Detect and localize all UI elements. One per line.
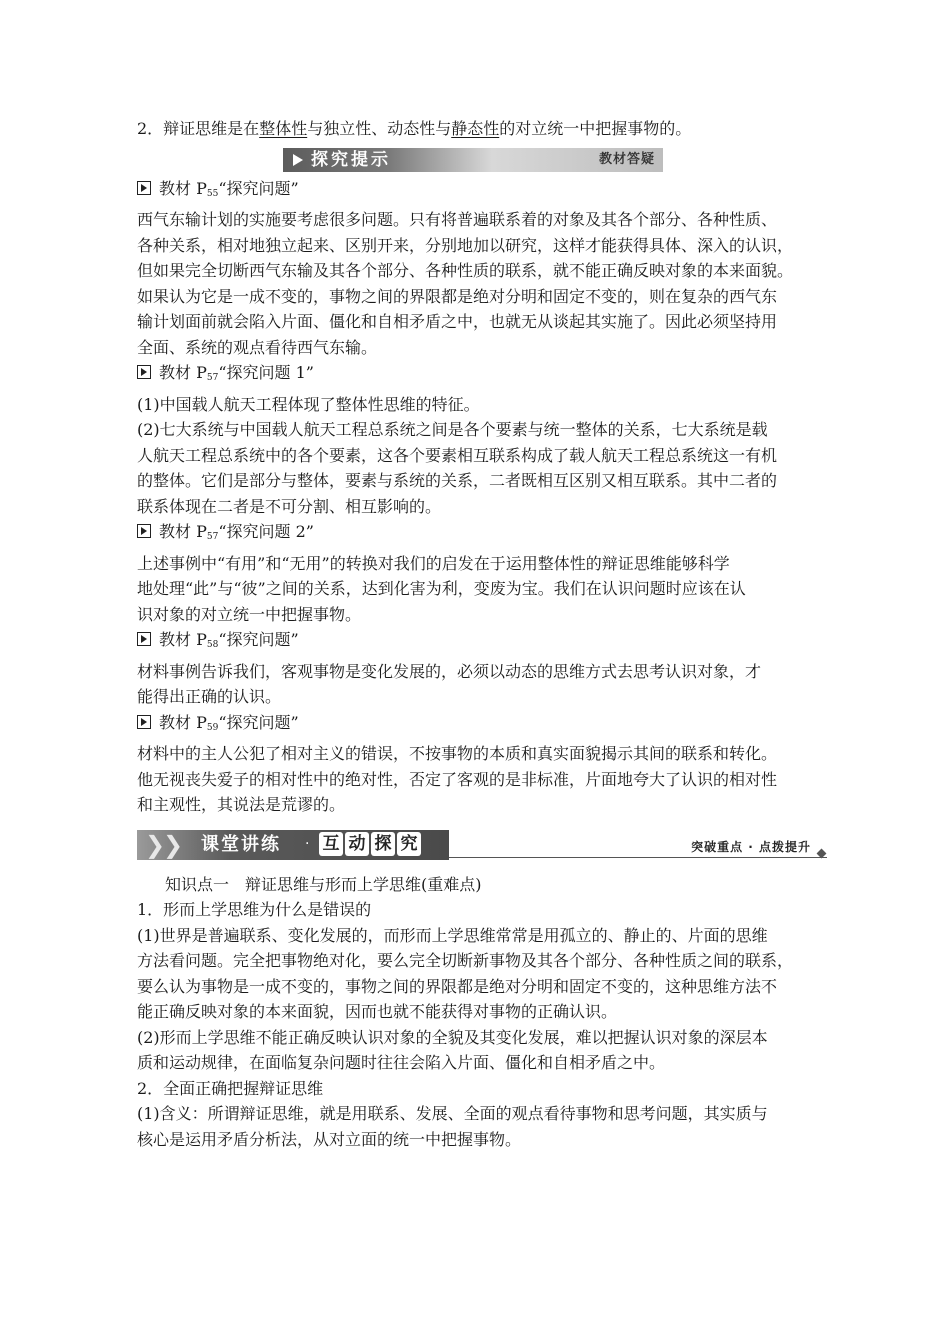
play-arrow-icon	[293, 154, 303, 166]
textbook-block-3	[137, 519, 827, 627]
text-line: 材料中的主人公犯了相对主义的错误，不按事物的本质和真实面貌揭示其间的联系和转化。	[137, 744, 778, 763]
text-line: 人航天工程总系统中的各个要素，这各个要素相互联系构成了载人航天工程总系统这一有机	[137, 445, 778, 465]
banner-title: 探究提示	[311, 149, 391, 170]
text-line: 材料事例告诉我们，客观事物是变化发展的，必须以动态的思维方式去思考认识对象，才	[137, 661, 762, 681]
section-title-boxes	[319, 832, 421, 856]
textbook-source	[137, 519, 827, 551]
section-divider	[449, 857, 827, 858]
textbook-block-1	[137, 176, 827, 361]
item-2-line	[137, 116, 827, 142]
source-question: “探究问题”	[218, 630, 299, 649]
section-title: 课堂讲练	[201, 833, 281, 855]
section-subtitle: 突破重点 · 点拨提升	[691, 839, 811, 854]
page-number: 55	[206, 188, 219, 199]
text-line: 他无视丧失爱子的相对性中的绝对性，否定了客观的是非标准，片面地夸大了认识的相对性	[137, 769, 778, 789]
source-label: 教材 P	[159, 363, 207, 382]
text-line: 和主观性，其说法是荒谬的。	[137, 795, 346, 814]
text-line: 西气东输计划的实施要考虑很多问题。只有将普遍联系着的对象及其各个部分、各种性质、	[137, 210, 778, 229]
source-label: 教材 P	[159, 178, 207, 198]
title-box-char: 究	[397, 832, 421, 856]
title-box-char: 互	[319, 832, 343, 856]
underline-wholeness: 整体性	[259, 119, 308, 138]
item-2-suffix: 的对立统一中把握事物的。	[499, 119, 692, 138]
text-line: 地处理“此”与“彼”之间的关系，达到化害为利，变废为宝。我们在认识问题时应该在认	[137, 579, 746, 598]
play-box-icon	[137, 365, 151, 379]
page-number: 57	[206, 373, 219, 383]
play-box-icon	[137, 181, 151, 195]
textbook-block-4	[137, 627, 827, 710]
text-line: (1)含义：所谓辩证思维，就是用联系、发展、全面的观点看待事物和思考问题，其实质与	[137, 1104, 768, 1123]
textbook-source	[137, 710, 827, 742]
text-line: 核心是运用矛盾分析法，从对立面的统一中把握事物。	[137, 1129, 522, 1149]
text-line: 全面、系统的观点看待西气东输。	[137, 337, 378, 357]
text-line: 2．全面正确把握辩证思维	[137, 1078, 324, 1098]
textbook-block-2	[137, 360, 827, 519]
textbook-source	[137, 176, 827, 208]
text-line: 质和运动规律，在面临复杂问题时往往会陷入片面、僵化和自相矛盾之中。	[137, 1053, 666, 1072]
chevron-right-icon: ❯	[145, 830, 166, 859]
source-label: 教材 P	[159, 522, 207, 541]
text-line: 联系体现在二者是不可分割、相互影响的。	[137, 496, 442, 516]
play-box-icon	[137, 632, 151, 646]
source-label: 教材 P	[159, 630, 207, 649]
play-box-icon	[137, 715, 151, 729]
text-line: 如果认为它是一成不变的，事物之间的界限都是绝对分明和固定不变的，则在复杂的西气东	[137, 286, 778, 306]
text-line: 能正确反映对象的本来面貌，因而也就不能获得对事物的正确认识。	[137, 1002, 618, 1021]
text-line: 要么认为事物是一成不变的，事物之间的界限都是绝对分明和固定不变的，这种思维方法不	[137, 976, 778, 996]
textbook-source	[137, 360, 827, 392]
page-number: 59	[206, 722, 219, 733]
section-separator: ·	[305, 835, 310, 852]
item-2-middle: 与独立性、动态性与	[307, 119, 452, 138]
text-line: 能得出正确的认识。	[137, 687, 282, 706]
text-line: 识对象的对立统一中把握事物。	[137, 604, 362, 624]
source-label: 教材 P	[159, 712, 207, 732]
text-line: 1．形而上学思维为什么是错误的	[137, 900, 372, 919]
play-box-icon	[137, 524, 151, 538]
source-question: “探究问题 2”	[218, 522, 314, 541]
explore-tips-banner	[283, 148, 663, 172]
classroom-section-header	[137, 830, 827, 860]
textbook-source	[137, 627, 827, 659]
text-line: (1)中国载人航天工程体现了整体性思维的特征。	[137, 394, 480, 414]
banner-subtitle: 教材答疑	[598, 151, 655, 167]
text-line: 方法看问题。完全把事物绝对化，要么完全切断新事物及其各个部分、各种性质之间的联系，	[137, 951, 794, 970]
textbook-block-5	[137, 710, 827, 818]
source-question: “探究问题”	[218, 178, 299, 198]
knowledge-point-heading: 知识点一 辩证思维与形而上学思维(重难点)	[165, 874, 482, 894]
underline-static: 静态性	[451, 119, 500, 138]
title-box-char: 动	[345, 832, 369, 856]
chevron-right-icon: ❯	[163, 830, 184, 859]
page-content	[137, 116, 827, 1152]
knowledge-content	[137, 897, 827, 1152]
page-number: 57	[206, 532, 219, 542]
title-box-char: 探	[371, 832, 395, 856]
source-question: “探究问题”	[218, 712, 299, 732]
text-line: (1)世界是普遍联系、变化发展的，而形而上学思维常常是用孤立的、静止的、片面的思维	[137, 925, 768, 945]
source-question: “探究问题 1”	[218, 363, 314, 382]
text-line: 但如果完全切断西气东输及其各个部分、各种性质的联系，就不能正确反映对象的本来面貌。	[137, 261, 794, 280]
page-number: 58	[206, 640, 219, 650]
text-line: (2)七大系统与中国载人航天工程总系统之间是各个要素与统一整体的关系，七大系统是载	[137, 420, 768, 439]
text-line: 的整体。它们是部分与整体，要素与系统的关系，二者既相互区别又相互联系。其中二者的	[137, 471, 778, 490]
text-line: (2)形而上学思维不能正确反映认识对象的全貌及其变化发展，难以把握认识对象的深层本	[137, 1027, 768, 1047]
item-2-prefix: 2．辩证思维是在	[137, 119, 260, 138]
text-line: 输计划面前就会陷入片面、僵化和自相矛盾之中，也就无从谈起其实施了。因此必须坚持用	[137, 312, 778, 331]
text-line: 上述事例中“有用”和“无用”的转换对我们的启发在于运用整体性的辩证思维能够科学	[137, 553, 730, 573]
text-line: 各种关系，相对地独立起来、区别开来，分别地加以研究，这样才能获得具体、深入的认识，	[137, 235, 794, 255]
